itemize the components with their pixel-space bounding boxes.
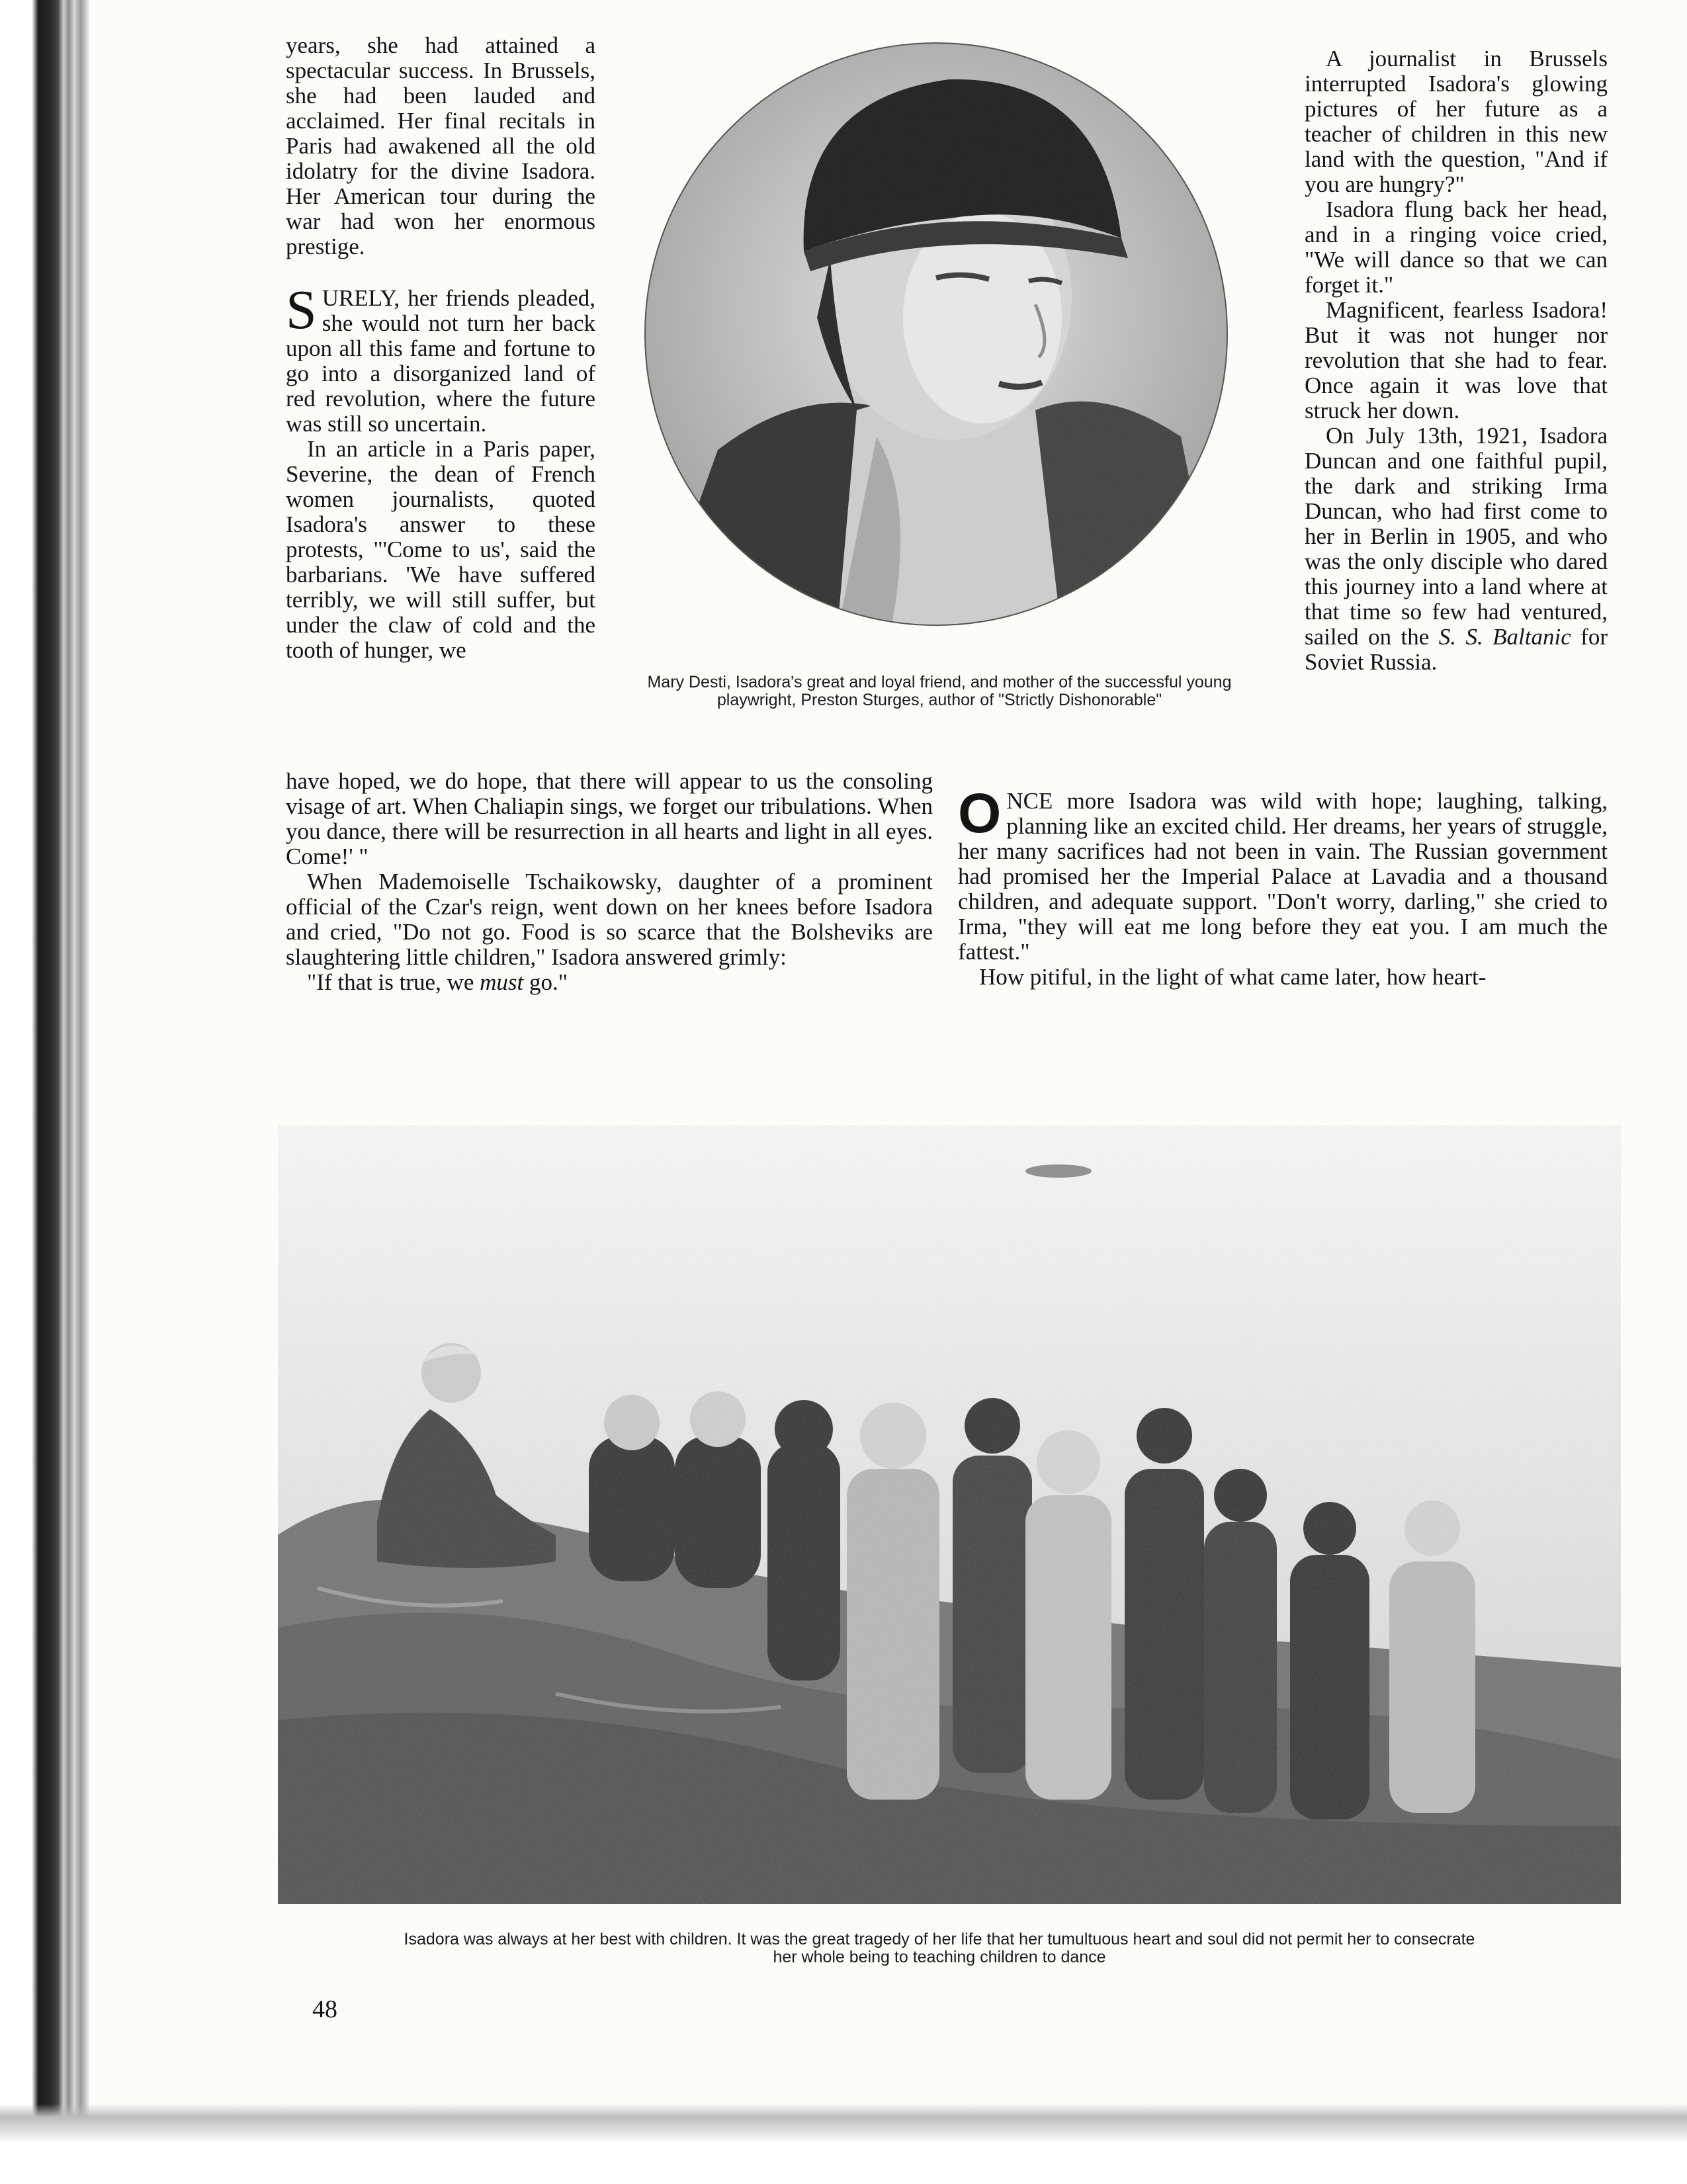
- book-binding-edge: [0, 0, 89, 2184]
- paragraph-tschaikowsky: When Mademoiselle Tschaikowsky, daughter of a prominent official of the Czar's reign, went down on her knees before Isadora and cried, "Do not go. Food is so scarce that the Bolsheviks are slaughtering little children," Isadora answered grimly:: [286, 869, 933, 970]
- drop-cap-o: O: [958, 782, 1002, 844]
- paragraph-sailed: On July 13th, 1921, Isadora Duncan and one faithful pupil, the dark and striking Irma Duncan, who had first come to her in Berlin in 1905, and who was the only disciple who dared this journey into a land where at that time so few had ventured, sailed on the S. S. Baltanic for Soviet Russia.: [1305, 423, 1608, 675]
- left-wide-block: [286, 769, 933, 995]
- paragraph-journalist: A journalist in Brussels interrupted Isadora's glowing pictures of her future as a teacher of children in this new land with the question, "And if you are hungry?": [1305, 46, 1608, 197]
- page-number: 48: [312, 1995, 337, 2023]
- right-wide-block: [958, 782, 1608, 990]
- photo-caption: Isadora was always at her best with children. It was the great tragedy of her life that her tumultuous heart and soul did not permit her to consecrate her whole being to teaching children to dance: [404, 1930, 1475, 1966]
- portrait-caption: Mary Desti, Isadora's great and loyal friend, and mother of the successful young playwright, Preston Sturges, author of "Strictly Dishonorable": [647, 673, 1232, 709]
- paragraph-surely: SURELY, her friends pleaded, she would not turn her back upon all this fame and fortune to go into a disorganized land of red revolution, where the future was still so uncertain.: [286, 279, 595, 437]
- paragraph-how-pitiful: How pitiful, in the light of what came later, how heart-: [979, 964, 1487, 990]
- photo-isadora-with-children: [278, 1125, 1621, 1904]
- right-column: [1305, 46, 1608, 675]
- paragraph-article: In an article in a Paris paper, Severine, the dean of French women journalists, quoted Isadora's answer to these protests, "'Come to us', said the barbarians. 'We have suffered terribly, we will still suffer, but under the claw of cold and the tooth of hunger, we: [286, 436, 595, 663]
- paragraph-once-more: ONCE more Isadora was wild with hope; laughing, talking, planning like an excited child. Her dreams, her years of struggle, her many sacrifices had not been in vain. The Russian government had promised her the Imperial Palace at Lavadia and a thousand children, and adequate support. "Don't worry, darling," she cried to Irma, "they will eat me long before they eat you. I am much the fattest.": [958, 782, 1608, 965]
- paragraph-magnificent: Magnificent, fearless Isadora! But it was not hunger nor revolution that she had to fear. Once again it was love that struck her down.: [1305, 297, 1608, 423]
- paragraph-must-go: "If that is true, we must go.": [307, 969, 568, 995]
- page-bottom-edge: [0, 2104, 1687, 2184]
- left-column: [286, 33, 595, 663]
- drop-cap-s: S: [286, 279, 317, 341]
- paragraph-intro: years, she had attained a spectacular success. In Brussels, she had been lauded and acclaimed. Her final recitals in Paris had awakened all the old idolatry for the divine Isadora. Her American tour during the war had won her enormous prestige.: [286, 32, 595, 259]
- portrait-photo-mary-desti: [638, 40, 1234, 635]
- paragraph-consoling: have hoped, we do hope, that there will appear to us the consoling visage of art. When Chaliapin sings, we forget our tribulations. When you dance, there will be resurrection in all hearts and light in all eyes. Come!' ": [286, 768, 933, 869]
- paragraph-flung-head: Isadora flung back her head, and in a ringing voice cried, "We will dance so that we can forget it.": [1305, 197, 1608, 298]
